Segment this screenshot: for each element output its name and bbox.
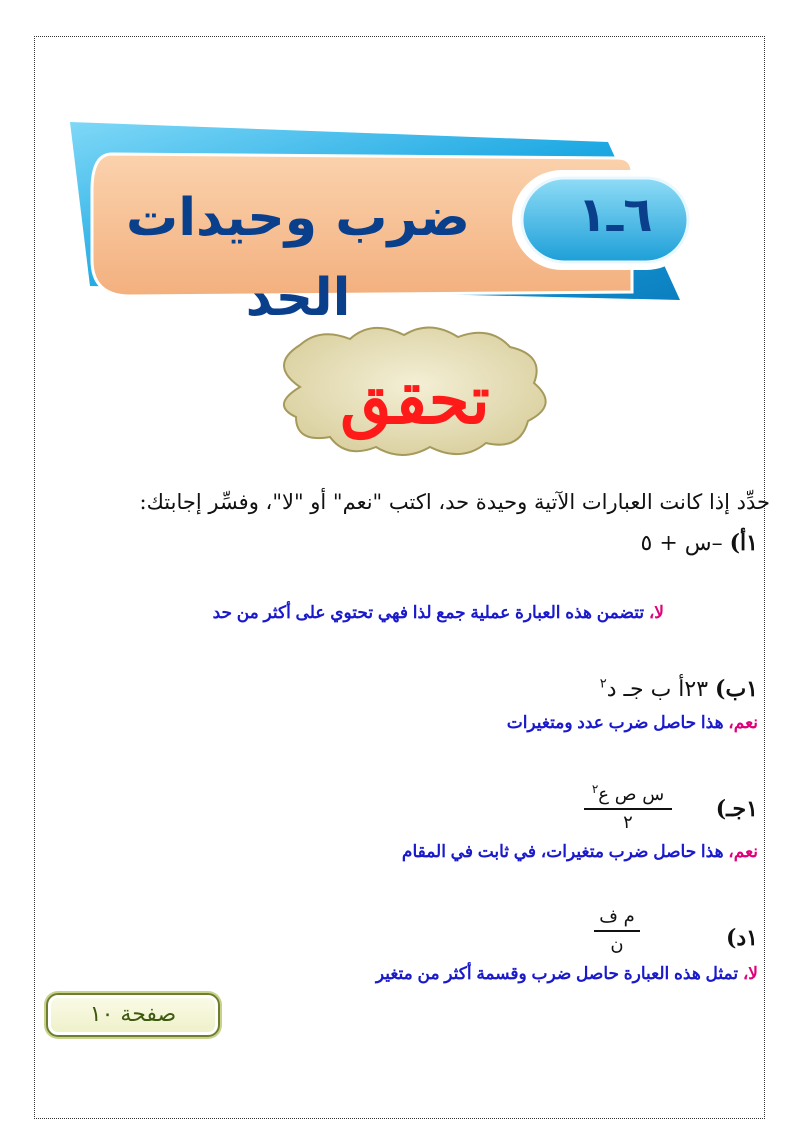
item-b-answer-text: هذا حاصل ضرب عدد ومتغيرات <box>506 713 729 732</box>
fraction-bar <box>584 808 672 810</box>
item-d-answer <box>376 964 758 984</box>
item-b-exponent: ٢ <box>599 676 607 692</box>
item-c-label: ١جـ) <box>715 796 758 822</box>
fraction-bar <box>594 930 640 932</box>
instruction-text: حدِّد إذا كانت العبارات الآتية وحيدة حد، اكتب "نعم" أو "لا"، وفسِّر إجابتك: <box>139 490 770 514</box>
item-c-answer-lead: نعم، <box>728 842 758 861</box>
item-c-answer <box>402 842 758 862</box>
item-d-fraction <box>594 906 640 956</box>
item-a <box>641 530 758 556</box>
item-a-answer-lead: لا، <box>648 603 664 622</box>
page-number-badge: صفحة ١٠ <box>46 993 220 1037</box>
item-b-answer-lead: نعم، <box>728 713 758 732</box>
title-banner-graphic <box>0 0 800 330</box>
item-b <box>600 676 758 702</box>
lesson-title-banner <box>0 0 800 330</box>
item-d-denominator: ن <box>610 933 624 955</box>
item-c-denominator: ٢ <box>623 811 633 833</box>
item-a-expression: –س + ٥ <box>640 531 723 556</box>
item-b-label: ١ب) <box>715 676 758 702</box>
check-heading: تحقق <box>340 361 490 439</box>
item-b-answer <box>507 713 758 733</box>
lesson-title: ضرب وحيدات الحد <box>125 188 471 328</box>
item-d-answer-lead: لا، <box>742 964 758 983</box>
item-c-answer-text: هذا حاصل ضرب متغيرات، في ثابت في المقام <box>401 842 729 861</box>
item-d-label: ١د) <box>725 925 758 951</box>
item-b-expression: ٢٣أ ب جـ د <box>606 677 709 702</box>
item-c-fraction <box>584 778 672 834</box>
item-d-answer-text: تمثل هذه العبارة حاصل ضرب وقسمة أكثر من متغير <box>375 964 743 983</box>
lesson-number: ٦ـ١ <box>577 187 653 243</box>
item-c-numerator: س ص ع$^٢$ <box>591 782 665 805</box>
item-a-label: ١أ) <box>729 530 758 556</box>
item-a-answer-text: تتضمن هذه العبارة عملية جمع لذا فهي تحتوي على أكثر من حد <box>212 603 649 622</box>
item-d-numerator: م ف <box>599 906 635 927</box>
item-a-answer <box>213 603 664 623</box>
